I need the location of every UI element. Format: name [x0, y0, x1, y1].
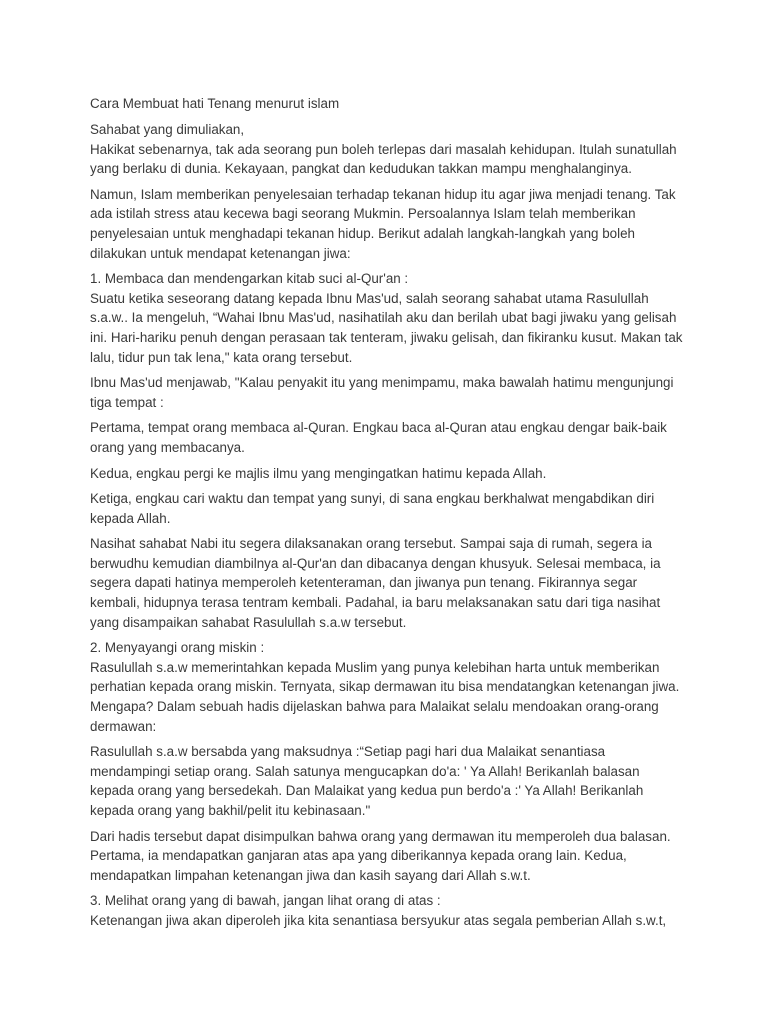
text-line: kembali, hidupnya terasa tentram kembali. Padahal, ia baru melaksanakan satu dari tiga nasihat	[90, 595, 661, 611]
text-line: Nasihat sahabat Nabi itu segera dilaksanakan orang tersebut. Sampai saja di rumah, segera ia	[90, 536, 652, 552]
text-line: Namun, Islam memberikan penyelesaian terhadap tekanan hidup itu agar jiwa menjadi tenang. Tak	[90, 186, 676, 202]
text-line: 3. Melihat orang yang di bawah, jangan lihat orang di atas :	[90, 893, 441, 909]
paragraph	[90, 489, 680, 528]
text-line: Hakikat sebenarnya, tak ada seorang pun boleh terlepas dari masalah kehidupan. Itulah sunatullah	[90, 141, 677, 157]
text-line: yang disampaikan sahabat Rasulullah s.a.w tersebut.	[90, 614, 407, 630]
text-line: Dari hadis tersebut dapat disimpulkan bahwa orang yang dermawan itu memperoleh dua balasan.	[90, 828, 671, 844]
text-line: ada istilah stress atau kecewa bagi seorang Mukmin. Persoalannya Islam telah memberikan	[90, 206, 636, 222]
paragraph	[90, 891, 680, 930]
text-line: tiga tempat :	[90, 394, 164, 410]
text-line: mendapatkan limpahan ketenangan jiwa dan kasih sayang dari Allah s.w.t.	[90, 867, 531, 883]
document-title: Cara Membuat hati Tenang menurut islam	[90, 96, 340, 111]
text-line: Rasulullah s.a.w memerintahkan kepada Muslim yang punya kelebihan harta untuk memberikan	[90, 659, 660, 675]
text-line: orang yang membacanya.	[90, 439, 245, 455]
paragraph	[90, 827, 680, 886]
text-line: lalu, tidur pun tak lena," kata orang tersebut.	[90, 349, 353, 365]
paragraph	[90, 418, 680, 457]
text-line: perhatian kepada orang miskin. Ternyata, sikap dermawan itu bisa mendatangkan ketenangan jiwa.	[90, 679, 680, 695]
text-line: Ibnu Mas'ud menjawab, "Kalau penyakit itu yang menimpamu, maka bawalah hatimu mengunjungi	[90, 375, 674, 391]
document-page	[90, 94, 683, 937]
text-line: Sahabat yang dimuliakan,	[90, 122, 245, 137]
text-line: mendampingi setiap orang. Salah satunya mengucapkan do'a: ' Ya Allah! Berikanlah balasan	[90, 763, 640, 779]
paragraph	[90, 742, 680, 820]
text-line: Mengapa? Dalam sebuah hadis dijelaskan bahwa para Malaikat selalu mendoakan orang-orang	[90, 699, 659, 715]
text-line: Pertama, ia mendapatkan ganjaran atas apa yang diberikannya kepada orang lain. Kedua,	[90, 848, 627, 864]
text-line: Ketiga, engkau cari waktu dan tempat yang sunyi, di sana engkau berkhalwat mengabdikan diri	[90, 491, 655, 507]
text-line: segera dapati hatinya memperoleh ketenteraman, dan jiwanya pun tenang. Fikirannya segar	[90, 575, 638, 591]
text-line: kepada Allah.	[90, 510, 171, 526]
text-line: berwudhu kemudian diambilnya al-Qur'an dan dibacanya dengan khusyuk. Selesai membaca, ia	[90, 555, 661, 571]
text-line: 1. Membaca dan mendengarkan kitab suci al-Qur'an :	[90, 271, 409, 287]
text-line: Ketenangan jiwa akan diperoleh jika kita senantiasa bersyukur atas segala pemberian Allah s.w.t,	[90, 912, 667, 928]
text-line: 2. Menyayangi orang miskin :	[90, 640, 265, 656]
document-body	[90, 120, 683, 931]
text-line: kepada orang yang bersedekah. Dan Malaikat yang kedua pun berdo'a :' Ya Allah! Berikanlah	[90, 783, 644, 799]
text-line: kepada orang yang bakhil/pelit itu kebinasaan."	[90, 803, 371, 818]
text-line: yang berlaku di dunia. Kekayaan, pangkat dan kedudukan takkan mampu menghalanginya.	[90, 161, 632, 177]
paragraph	[90, 464, 680, 484]
paragraph	[90, 638, 680, 736]
paragraph	[90, 534, 680, 632]
paragraph	[90, 373, 680, 412]
paragraph	[90, 120, 680, 179]
text-line: dermawan:	[90, 718, 157, 734]
text-line: s.a.w.. Ia mengeluh, “Wahai Ibnu Mas'ud, nasihatilah aku dan berilah ubat bagi jiwaku yang gelisah	[90, 310, 677, 326]
text-line: Rasulullah s.a.w bersabda yang maksudnya :“Setiap pagi hari dua Malaikat senantiasa	[90, 744, 606, 760]
paragraph	[90, 269, 683, 367]
text-line: ini. Hari-hariku penuh dengan perasaan tak tenteram, jiwaku gelisah, dan fikiranku kusut. Makan tak	[90, 329, 683, 345]
text-line: Suatu ketika seseorang datang kepada Ibnu Mas'ud, salah seorang sahabat utama Rasulullah	[90, 290, 649, 306]
text-line: dilakukan untuk mendapat ketenangan jiwa:	[90, 245, 351, 261]
paragraph	[90, 185, 680, 263]
text-line: Pertama, tempat orang membaca al-Quran. Engkau baca al-Quran atau engkau dengar baik-baik	[90, 420, 667, 436]
text-line: penyelesaian untuk menghadapi tekanan hidup. Berikut adalah langkah-langkah yang boleh	[90, 225, 635, 241]
text-line: Kedua, engkau pergi ke majlis ilmu yang mengingatkan hatimu kepada Allah.	[90, 465, 547, 481]
